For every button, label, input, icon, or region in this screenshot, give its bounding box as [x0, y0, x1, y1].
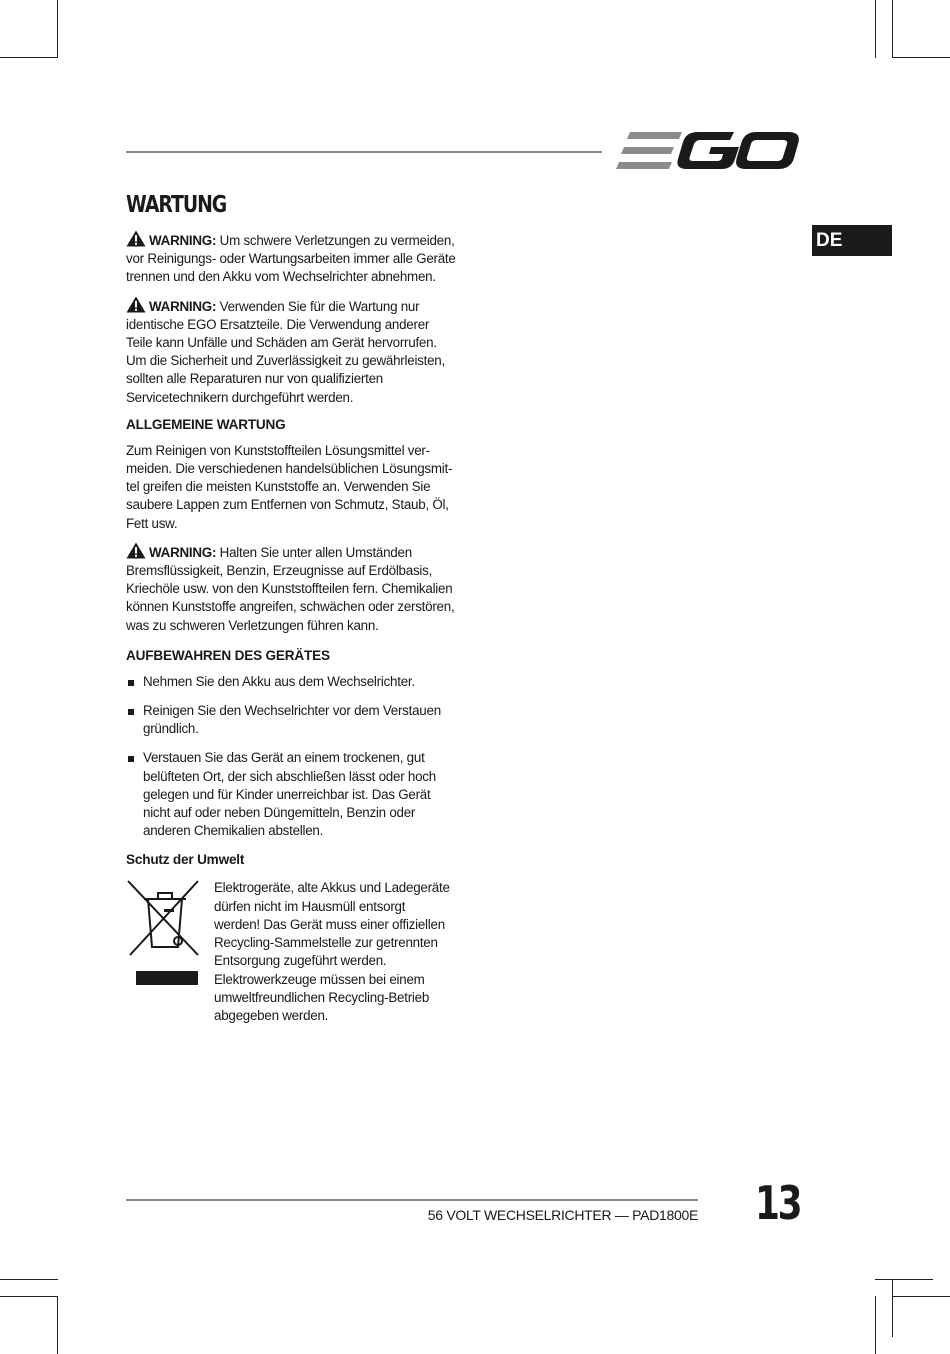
warning-triangle-icon [126, 296, 146, 313]
list-item [126, 673, 456, 691]
crop-mark [57, 0, 58, 58]
storage-heading: AUFBEWAHREN DES GERÄTES [126, 647, 330, 663]
warning-paragraph [126, 296, 456, 407]
crop-mark [892, 57, 950, 58]
bullet-icon [128, 680, 134, 686]
bullet-icon [128, 756, 134, 762]
list-item-text: Reinigen Sie den Wechselrichter vor dem Verstauen gründlich. [143, 703, 441, 737]
crop-mark [0, 1296, 58, 1297]
warning-label: WARNING: [149, 233, 217, 248]
crop-mark [892, 0, 893, 58]
bullet-icon [128, 709, 134, 715]
footer-rule [126, 1199, 698, 1201]
environment-heading: Schutz der Umwelt [126, 852, 245, 868]
footer-product-title: 56 VOLT WECHSELRICHTER — PAD1800E [427, 1207, 698, 1223]
warning-text: Verwenden Sie für die Wartung nur identische EGO Ersatzteile. Die Verwendung anderer Teile kann Unfälle und Schäden am Gerät hervorrufen. Um die Sicherheit und Zuverlässigkeit zu gewährleisten, sollten alle Reparaturen nur von qualifizierten Servicetechnikern durchgeführt werden. [126, 298, 445, 405]
list-item [126, 749, 456, 840]
warning-paragraph [126, 542, 456, 635]
page-number: 13 [755, 1176, 801, 1230]
environment-text: Elektrogeräte, alte Akkus und Ladegeräte dürfen nicht im Hausmüll entsorgt werden! Das Gerät muss einer offiziellen Recycling-Sammelstelle zur getrennten Entsorgung zugeführt werden. Elektrowerkzeuge müssen bei einem umweltfreundlichen Recycling-Betrieb abgegeben werden. [214, 880, 450, 1023]
warning-label: WARNING: [149, 544, 217, 560]
environment-block [126, 879, 456, 1039]
storage-list [126, 673, 456, 841]
crop-mark [892, 1279, 893, 1337]
crop-mark [0, 57, 58, 58]
ego-logo [616, 128, 802, 174]
list-item [126, 702, 456, 738]
header-rule [126, 151, 602, 153]
warning-text: Um schwere Verletzungen zu vermeiden, vor Reinigungs- oder Wartungsarbeiten immer alle Geräte trennen und den Akku vom Wechselrichter abnehmen. [126, 233, 456, 285]
main-column [126, 188, 456, 1039]
warning-text: Halten Sie unter allen Umständen Bremsflüssigkeit, Benzin, Erzeugnisse auf Erdölbasis, Kriechöle usw. von den Kunststoffteilen fern. Chemikalien können Kunststoffe angreifen, schwächen oder zerstören, was zu schweren Verletzungen führen kann. [126, 544, 455, 633]
general-maintenance-heading: ALLGEMEINE WARTUNG [126, 416, 286, 432]
crop-mark [875, 1279, 933, 1280]
crop-mark [57, 1296, 58, 1354]
section-title: WARTUNG [126, 192, 227, 218]
crossed-bin-icon [126, 879, 204, 991]
crop-mark [875, 1296, 876, 1354]
warning-label: WARNING: [149, 298, 217, 314]
crop-mark [0, 1279, 58, 1280]
crop-mark [875, 0, 876, 58]
warning-triangle-icon [126, 542, 146, 559]
list-item-text: Verstauen Sie das Gerät an einem trockenen, gut belüfteten Ort, der sich abschließen lässt oder hoch gelegen und für Kinder unerreichbar ist. Das Gerät nicht auf oder neben Düngemitteln, Benzin oder anderen Chemikalien abstellen. [143, 750, 436, 839]
list-item-text: Nehmen Sie den Akku aus dem Wechselrichter. [143, 673, 415, 689]
warning-paragraph [126, 230, 456, 287]
language-badge: DE [812, 225, 892, 256]
crop-mark [892, 1296, 950, 1297]
general-maintenance-text: Zum Reinigen von Kunststoffteilen Lösungsmittel ver-meiden. Die verschiedenen handelsüblichen Lösungsmit-tel greifen die meisten Kunststoffe an. Verwenden Sie saubere Lappen zum Entfernen von Schmutz, Staub, Öl, Fett usw. [126, 442, 453, 531]
warning-triangle-icon [126, 230, 146, 247]
